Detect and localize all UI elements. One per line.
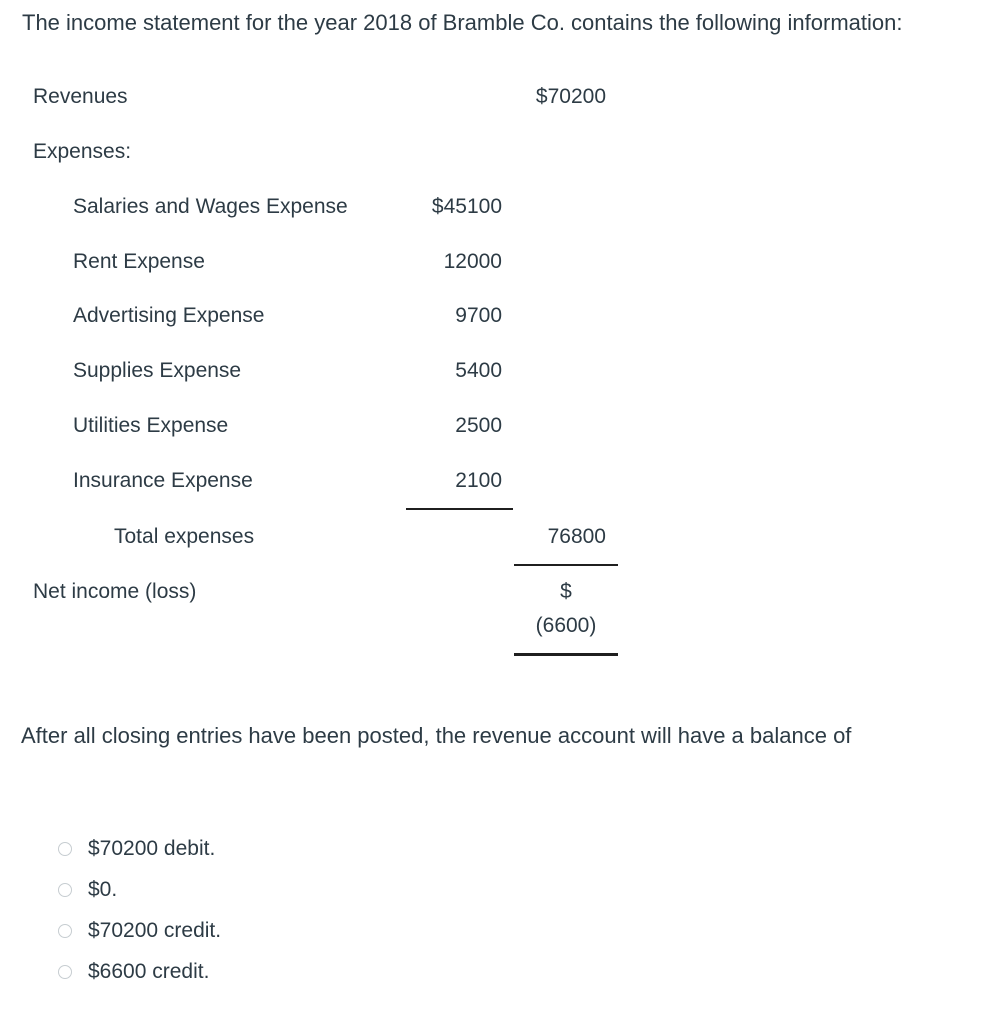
expense-label: Supplies Expense xyxy=(73,359,242,382)
expense-row xyxy=(0,466,1004,496)
revenues-label: Revenues xyxy=(33,85,128,108)
net-income-amount-row xyxy=(0,611,1004,641)
net-income-row xyxy=(0,577,1004,607)
expenses-heading: Expenses: xyxy=(33,140,132,163)
question-intro: The income statement for the year 2018 of Bramble Co. contains the following information: xyxy=(22,10,903,35)
expense-label: Utilities Expense xyxy=(73,414,229,437)
expense-row xyxy=(0,411,1004,441)
expense-amount: 12000 xyxy=(443,250,502,273)
expense-amount: 9700 xyxy=(455,304,502,327)
question-text: After all closing entries have been posted, the revenue account will have a balance of xyxy=(21,723,852,748)
radio-button-icon[interactable] xyxy=(58,842,72,856)
answer-option[interactable] xyxy=(58,869,221,910)
expense-label: Advertising Expense xyxy=(73,304,265,327)
expense-row xyxy=(0,301,1004,331)
total-expenses-amount: 76800 xyxy=(547,525,606,548)
expense-amount: 5400 xyxy=(455,359,502,382)
expense-row xyxy=(0,192,1004,222)
radio-button-icon[interactable] xyxy=(58,965,72,979)
answer-option-label: $6600 credit. xyxy=(88,959,210,983)
net-income-double-rule xyxy=(514,653,618,656)
expense-row xyxy=(0,356,1004,386)
net-income-label: Net income (loss) xyxy=(33,580,197,603)
answer-option-label: $0. xyxy=(88,877,118,901)
net-income-amount: (6600) xyxy=(535,614,597,637)
net-income-currency: $ xyxy=(560,580,572,603)
answer-option[interactable] xyxy=(58,951,221,992)
answer-option[interactable] xyxy=(58,828,221,869)
total-expenses-rule xyxy=(514,564,618,566)
answer-option[interactable] xyxy=(58,910,221,951)
expense-label: Rent Expense xyxy=(73,250,205,273)
answer-option-label: $70200 debit. xyxy=(88,836,216,860)
expense-label: Insurance Expense xyxy=(73,469,253,492)
expense-amount: 2500 xyxy=(455,414,502,437)
expense-label: Salaries and Wages Expense xyxy=(73,195,348,218)
expense-row xyxy=(0,247,1004,277)
answer-options xyxy=(58,828,221,992)
total-expenses-label: Total expenses xyxy=(114,525,255,548)
revenues-amount: $70200 xyxy=(535,85,606,108)
expenses-heading-row xyxy=(0,137,1004,167)
expenses-subtotal-rule xyxy=(406,508,513,510)
total-expenses-row xyxy=(0,522,1004,552)
radio-button-icon[interactable] xyxy=(58,883,72,897)
expense-amount: $45100 xyxy=(431,195,502,218)
revenues-row xyxy=(0,82,1004,112)
answer-option-label: $70200 credit. xyxy=(88,918,222,942)
expense-amount: 2100 xyxy=(455,469,502,492)
radio-button-icon[interactable] xyxy=(58,924,72,938)
